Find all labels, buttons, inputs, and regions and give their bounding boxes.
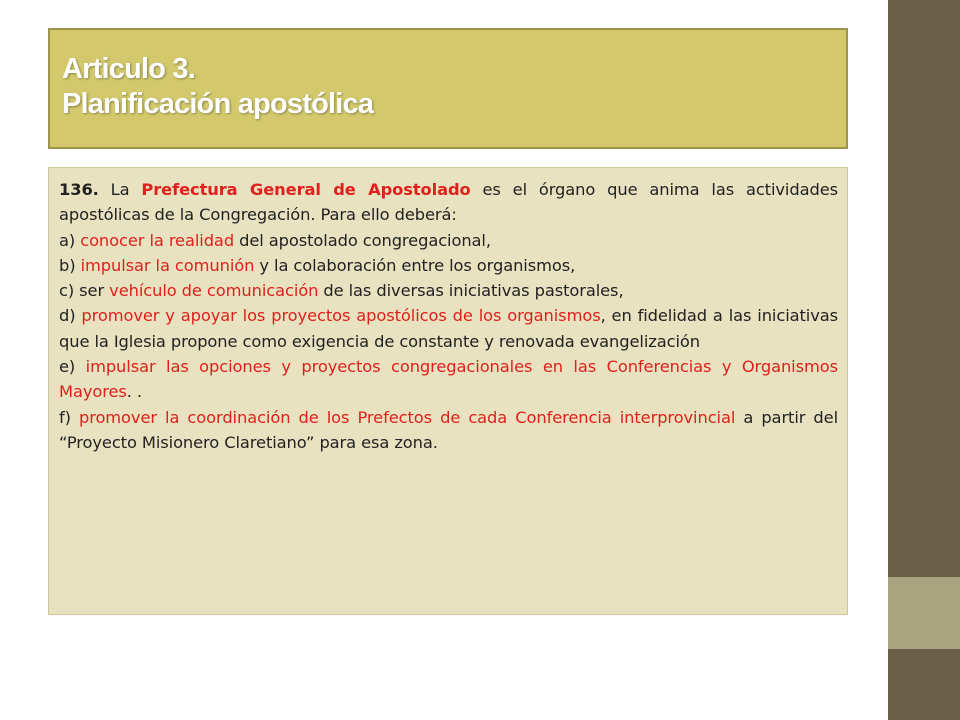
item-prefix: e) [59, 357, 86, 377]
item-prefix: f) [59, 407, 79, 427]
intro-post: es el órgano que anima las actividades apostólicas de la Congregación. Para ello deberá: [59, 180, 838, 225]
item-f [59, 405, 838, 456]
item-a [59, 228, 838, 253]
item-prefix: d) [59, 306, 82, 326]
item-highlight: vehículo de comunicación [109, 281, 319, 301]
title-line-1: Articulo 3. [62, 53, 195, 85]
intro-highlight: Prefectura General de Apostolado [141, 180, 471, 199]
item-suffix: a partir del “Proyecto Misionero Claretiano” para esa zona. [59, 407, 838, 452]
item-highlight: promover la coordinación de los Prefectos de cada Conferencia interprovincial [78, 407, 736, 427]
item-prefix: b) [59, 255, 81, 275]
item-suffix: de las diversas iniciativas pastorales, [318, 281, 624, 301]
item-d [59, 303, 838, 354]
item-b [59, 253, 838, 278]
item-suffix: . . [126, 382, 142, 402]
item-e [59, 354, 838, 405]
item-highlight: conocer la realidad [80, 230, 235, 250]
item-prefix: a) [59, 230, 81, 250]
intro-pre: La [98, 180, 142, 199]
item-suffix: y la colaboración entre los organismos, [254, 255, 576, 275]
item-highlight: impulsar las opciones y proyectos congregacionales en las Conferencias y Organismos Mayores [59, 357, 838, 402]
side-bar [888, 0, 960, 720]
item-highlight: impulsar la comunión [80, 255, 255, 275]
content-box [48, 167, 848, 615]
item-highlight: promover y apoyar los proyectos apostólicos de los organismos [81, 306, 601, 326]
title-box [48, 28, 848, 149]
article-number: 136. [59, 180, 99, 199]
item-c [59, 278, 838, 303]
side-bar-accent [888, 577, 960, 649]
item-prefix: c) ser [59, 281, 110, 301]
item-suffix: , en fidelidad a las iniciativas que la Iglesia propone como exigencia de constante y renovada evangelización [59, 306, 839, 351]
intro-paragraph [59, 177, 838, 228]
title-line-2: Planificación apostólica [62, 88, 374, 120]
item-suffix: del apostolado congregacional, [234, 230, 491, 250]
